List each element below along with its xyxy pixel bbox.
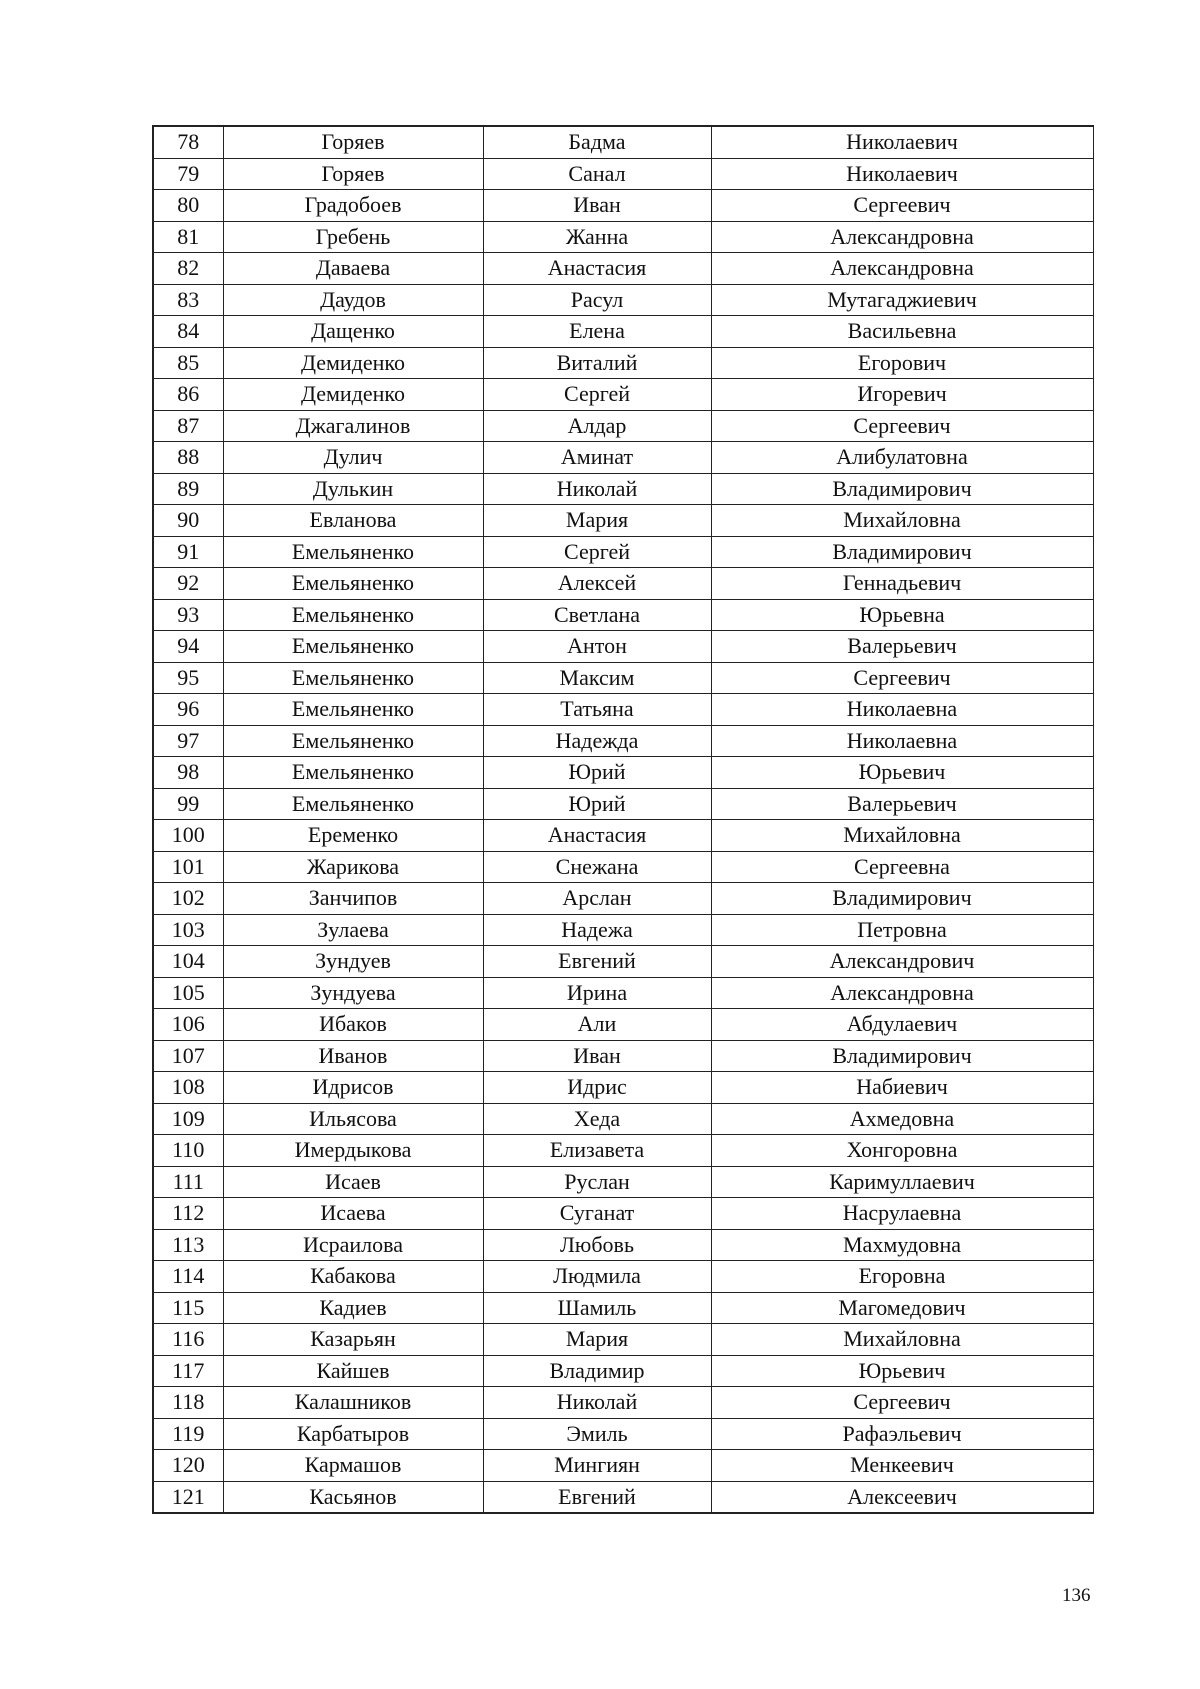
first-name-cell: Светлана (483, 599, 711, 631)
row-number-cell: 107 (153, 1040, 223, 1072)
row-number-cell: 97 (153, 725, 223, 757)
patronymic-cell: Александровна (711, 221, 1093, 253)
surname-cell: Емельяненко (223, 662, 483, 694)
row-number-cell: 80 (153, 190, 223, 222)
row-number-cell: 83 (153, 284, 223, 316)
patronymic-cell: Михайловна (711, 505, 1093, 537)
table-row (153, 190, 1093, 222)
table-row (153, 883, 1093, 915)
table-row (153, 1355, 1093, 1387)
first-name-cell: Любовь (483, 1229, 711, 1261)
patronymic-cell: Васильевна (711, 316, 1093, 348)
row-number-cell: 99 (153, 788, 223, 820)
row-number-cell: 105 (153, 977, 223, 1009)
patronymic-cell: Валерьевич (711, 631, 1093, 663)
patronymic-cell: Менкеевич (711, 1450, 1093, 1482)
first-name-cell: Расул (483, 284, 711, 316)
patronymic-cell: Николаевна (711, 725, 1093, 757)
patronymic-cell: Рафаэльевич (711, 1418, 1093, 1450)
table-row (153, 126, 1093, 158)
surname-cell: Горяев (223, 126, 483, 158)
surname-cell: Кабакова (223, 1261, 483, 1293)
table-row (153, 1198, 1093, 1230)
first-name-cell: Арслан (483, 883, 711, 915)
row-number-cell: 90 (153, 505, 223, 537)
row-number-cell: 104 (153, 946, 223, 978)
row-number-cell: 120 (153, 1450, 223, 1482)
surname-cell: Емельяненко (223, 757, 483, 789)
patronymic-cell: Михайловна (711, 1324, 1093, 1356)
row-number-cell: 117 (153, 1355, 223, 1387)
first-name-cell: Суганат (483, 1198, 711, 1230)
first-name-cell: Виталий (483, 347, 711, 379)
surname-cell: Жарикова (223, 851, 483, 883)
table-row (153, 820, 1093, 852)
first-name-cell: Анастасия (483, 820, 711, 852)
patronymic-cell: Сергеевич (711, 190, 1093, 222)
table-row (153, 914, 1093, 946)
first-name-cell: Эмиль (483, 1418, 711, 1450)
row-number-cell: 108 (153, 1072, 223, 1104)
surname-cell: Ибаков (223, 1009, 483, 1041)
table-row (153, 1481, 1093, 1513)
row-number-cell: 91 (153, 536, 223, 568)
surname-cell: Еременко (223, 820, 483, 852)
table-body (153, 126, 1093, 1513)
row-number-cell: 81 (153, 221, 223, 253)
first-name-cell: Бадма (483, 126, 711, 158)
row-number-cell: 95 (153, 662, 223, 694)
patronymic-cell: Владимирович (711, 883, 1093, 915)
table-row (153, 1103, 1093, 1135)
patronymic-cell: Хонгоровна (711, 1135, 1093, 1167)
patronymic-cell: Сергеевич (711, 662, 1093, 694)
row-number-cell: 112 (153, 1198, 223, 1230)
surname-cell: Исаева (223, 1198, 483, 1230)
surname-cell: Джагалинов (223, 410, 483, 442)
patronymic-cell: Мутагаджиевич (711, 284, 1093, 316)
row-number-cell: 85 (153, 347, 223, 379)
patronymic-cell: Юрьевич (711, 757, 1093, 789)
surname-cell: Исраилова (223, 1229, 483, 1261)
table-row (153, 599, 1093, 631)
page-number: 136 (1062, 1585, 1091, 1606)
patronymic-cell: Алексеевич (711, 1481, 1093, 1513)
surname-cell: Емельяненко (223, 631, 483, 663)
row-number-cell: 106 (153, 1009, 223, 1041)
row-number-cell: 115 (153, 1292, 223, 1324)
first-name-cell: Надежда (483, 725, 711, 757)
first-name-cell: Ирина (483, 977, 711, 1009)
table-row (153, 1450, 1093, 1482)
patronymic-cell: Игоревич (711, 379, 1093, 411)
patronymic-cell: Алибулатовна (711, 442, 1093, 474)
patronymic-cell: Владимирович (711, 1040, 1093, 1072)
first-name-cell: Идрис (483, 1072, 711, 1104)
table-row (153, 1292, 1093, 1324)
first-name-cell: Сергей (483, 379, 711, 411)
surname-cell: Демиденко (223, 379, 483, 411)
surname-cell: Кадиев (223, 1292, 483, 1324)
first-name-cell: Жанна (483, 221, 711, 253)
surname-cell: Горяев (223, 158, 483, 190)
patronymic-cell: Владимирович (711, 536, 1093, 568)
table-row (153, 1229, 1093, 1261)
patronymic-cell: Михайловна (711, 820, 1093, 852)
surname-cell: Кайшев (223, 1355, 483, 1387)
row-number-cell: 89 (153, 473, 223, 505)
row-number-cell: 92 (153, 568, 223, 600)
surname-cell: Емельяненко (223, 725, 483, 757)
patronymic-cell: Каримуллаевич (711, 1166, 1093, 1198)
surname-cell: Имердыкова (223, 1135, 483, 1167)
first-name-cell: Надежа (483, 914, 711, 946)
surname-cell: Занчипов (223, 883, 483, 915)
patronymic-cell: Сергеевич (711, 410, 1093, 442)
first-name-cell: Санал (483, 158, 711, 190)
surname-cell: Гребень (223, 221, 483, 253)
first-name-cell: Татьяна (483, 694, 711, 726)
row-number-cell: 119 (153, 1418, 223, 1450)
first-name-cell: Иван (483, 190, 711, 222)
surname-cell: Евланова (223, 505, 483, 537)
surname-cell: Емельяненко (223, 536, 483, 568)
first-name-cell: Юрий (483, 757, 711, 789)
row-number-cell: 84 (153, 316, 223, 348)
first-name-cell: Алексей (483, 568, 711, 600)
patronymic-cell: Насрулаевна (711, 1198, 1093, 1230)
row-number-cell: 102 (153, 883, 223, 915)
surname-cell: Идрисов (223, 1072, 483, 1104)
surname-cell: Даудов (223, 284, 483, 316)
patronymic-cell: Николаевна (711, 694, 1093, 726)
patronymic-cell: Юрьевна (711, 599, 1093, 631)
row-number-cell: 109 (153, 1103, 223, 1135)
surname-cell: Дулькин (223, 473, 483, 505)
surname-cell: Емельяненко (223, 568, 483, 600)
first-name-cell: Елена (483, 316, 711, 348)
first-name-cell: Руслан (483, 1166, 711, 1198)
row-number-cell: 79 (153, 158, 223, 190)
table-row (153, 662, 1093, 694)
table-row (153, 316, 1093, 348)
row-number-cell: 82 (153, 253, 223, 285)
row-number-cell: 113 (153, 1229, 223, 1261)
first-name-cell: Иван (483, 1040, 711, 1072)
table-row (153, 788, 1093, 820)
table-row (153, 946, 1093, 978)
table-row (153, 694, 1093, 726)
table-row (153, 1072, 1093, 1104)
table-row (153, 1009, 1093, 1041)
table-row (153, 536, 1093, 568)
patronymic-cell: Валерьевич (711, 788, 1093, 820)
row-number-cell: 118 (153, 1387, 223, 1419)
patronymic-cell: Сергеевна (711, 851, 1093, 883)
first-name-cell: Юрий (483, 788, 711, 820)
surname-cell: Касьянов (223, 1481, 483, 1513)
table-row (153, 410, 1093, 442)
row-number-cell: 110 (153, 1135, 223, 1167)
row-number-cell: 96 (153, 694, 223, 726)
first-name-cell: Евгений (483, 1481, 711, 1513)
first-name-cell: Шамиль (483, 1292, 711, 1324)
row-number-cell: 94 (153, 631, 223, 663)
first-name-cell: Али (483, 1009, 711, 1041)
table-row (153, 505, 1093, 537)
person-register-table (152, 125, 1094, 1514)
row-number-cell: 98 (153, 757, 223, 789)
surname-cell: Демиденко (223, 347, 483, 379)
surname-cell: Градобоев (223, 190, 483, 222)
first-name-cell: Антон (483, 631, 711, 663)
surname-cell: Ильясова (223, 1103, 483, 1135)
patronymic-cell: Егоровна (711, 1261, 1093, 1293)
row-number-cell: 116 (153, 1324, 223, 1356)
row-number-cell: 88 (153, 442, 223, 474)
surname-cell: Карбатыров (223, 1418, 483, 1450)
row-number-cell: 86 (153, 379, 223, 411)
table-row (153, 851, 1093, 883)
surname-cell: Дащенко (223, 316, 483, 348)
surname-cell: Емельяненко (223, 694, 483, 726)
first-name-cell: Алдар (483, 410, 711, 442)
first-name-cell: Мингиян (483, 1450, 711, 1482)
surname-cell: Зундуева (223, 977, 483, 1009)
table-row (153, 1166, 1093, 1198)
table-row (153, 1261, 1093, 1293)
surname-cell: Емельяненко (223, 788, 483, 820)
patronymic-cell: Александрович (711, 946, 1093, 978)
patronymic-cell: Абдулаевич (711, 1009, 1093, 1041)
surname-cell: Кармашов (223, 1450, 483, 1482)
first-name-cell: Максим (483, 662, 711, 694)
table-row (153, 379, 1093, 411)
row-number-cell: 121 (153, 1481, 223, 1513)
first-name-cell: Владимир (483, 1355, 711, 1387)
surname-cell: Казарьян (223, 1324, 483, 1356)
patronymic-cell: Юрьевич (711, 1355, 1093, 1387)
surname-cell: Дулич (223, 442, 483, 474)
surname-cell: Калашников (223, 1387, 483, 1419)
table-row (153, 442, 1093, 474)
table-row (153, 473, 1093, 505)
surname-cell: Зундуев (223, 946, 483, 978)
table-row (153, 977, 1093, 1009)
first-name-cell: Анастасия (483, 253, 711, 285)
first-name-cell: Елизавета (483, 1135, 711, 1167)
first-name-cell: Хеда (483, 1103, 711, 1135)
first-name-cell: Мария (483, 505, 711, 537)
patronymic-cell: Егорович (711, 347, 1093, 379)
patronymic-cell: Сергеевич (711, 1387, 1093, 1419)
table-row (153, 284, 1093, 316)
table-row (153, 158, 1093, 190)
surname-cell: Зулаева (223, 914, 483, 946)
first-name-cell: Николай (483, 473, 711, 505)
row-number-cell: 78 (153, 126, 223, 158)
table-row (153, 253, 1093, 285)
row-number-cell: 114 (153, 1261, 223, 1293)
table-row (153, 347, 1093, 379)
patronymic-cell: Геннадьевич (711, 568, 1093, 600)
table-row (153, 1135, 1093, 1167)
table-row (153, 1387, 1093, 1419)
row-number-cell: 111 (153, 1166, 223, 1198)
patronymic-cell: Набиевич (711, 1072, 1093, 1104)
first-name-cell: Николай (483, 1387, 711, 1419)
first-name-cell: Мария (483, 1324, 711, 1356)
table-row (153, 1040, 1093, 1072)
table-row (153, 631, 1093, 663)
surname-cell: Даваева (223, 253, 483, 285)
surname-cell: Исаев (223, 1166, 483, 1198)
table-row (153, 757, 1093, 789)
table-row (153, 725, 1093, 757)
table-row (153, 1324, 1093, 1356)
surname-cell: Емельяненко (223, 599, 483, 631)
first-name-cell: Сергей (483, 536, 711, 568)
first-name-cell: Аминат (483, 442, 711, 474)
patronymic-cell: Николаевич (711, 126, 1093, 158)
table-row (153, 221, 1093, 253)
patronymic-cell: Александровна (711, 977, 1093, 1009)
surname-cell: Иванов (223, 1040, 483, 1072)
row-number-cell: 93 (153, 599, 223, 631)
patronymic-cell: Петровна (711, 914, 1093, 946)
patronymic-cell: Ахмедовна (711, 1103, 1093, 1135)
row-number-cell: 87 (153, 410, 223, 442)
patronymic-cell: Махмудовна (711, 1229, 1093, 1261)
first-name-cell: Евгений (483, 946, 711, 978)
first-name-cell: Снежана (483, 851, 711, 883)
table-row (153, 568, 1093, 600)
row-number-cell: 103 (153, 914, 223, 946)
row-number-cell: 101 (153, 851, 223, 883)
patronymic-cell: Николаевич (711, 158, 1093, 190)
first-name-cell: Людмила (483, 1261, 711, 1293)
row-number-cell: 100 (153, 820, 223, 852)
table-row (153, 1418, 1093, 1450)
patronymic-cell: Магомедович (711, 1292, 1093, 1324)
patronymic-cell: Александровна (711, 253, 1093, 285)
patronymic-cell: Владимирович (711, 473, 1093, 505)
